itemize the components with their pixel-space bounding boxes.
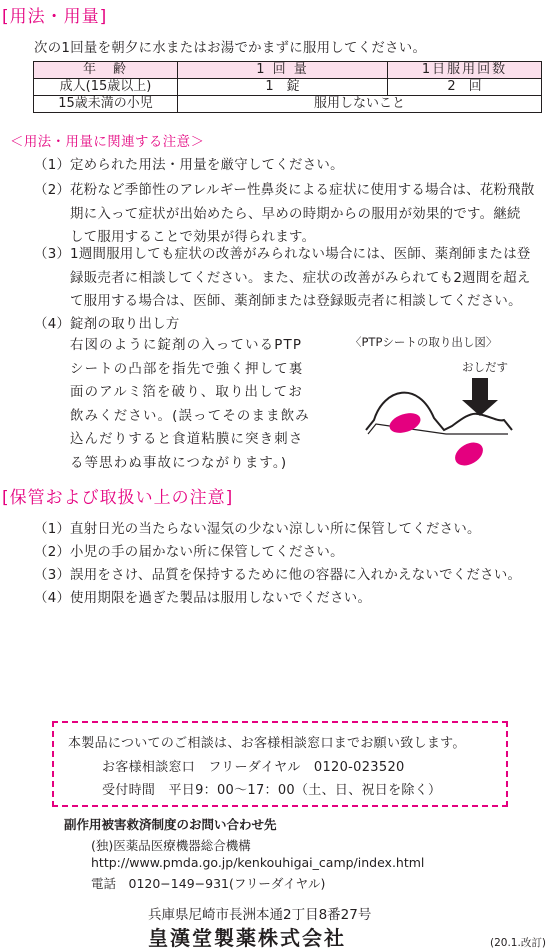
company-address: 兵庫県尼崎市長洲本通2丁目8番27号 — [148, 907, 372, 923]
instruction-line: シートの凸部を指先で強く押して裏 — [70, 361, 304, 377]
table-cell: 成人(15歳以上) — [34, 79, 178, 96]
list-item: （4）使用期限を過ぎた製品は服用しないでください。 — [34, 591, 372, 606]
storage-title: [保管および取扱い上の注意] — [2, 488, 234, 508]
table-header-dose: 1 回 量 — [178, 62, 388, 79]
instruction-line: 込んだりすると食道粘膜に突き刺さ — [70, 432, 304, 447]
relief-url: http://www.pmda.go.jp/kenkouhigai_camp/index.html — [91, 855, 425, 870]
table-header-age: 年 齢 — [34, 62, 178, 79]
item-text: て服用する場合は、医師、薬剤師または登録販売者に相談してください。 — [70, 294, 522, 309]
relief-title: 副作用被害救済制度のお問い合わせ先 — [64, 817, 277, 832]
table-header-times: 1日服用回数 — [388, 62, 542, 79]
revision-date: (20.1.改訂) — [490, 937, 546, 949]
figure-push-label: おしだす — [462, 360, 508, 374]
list-item: （3）誤用をさけ、品質を保持するために他の容器に入れかえないでください。 — [34, 568, 522, 583]
precaution-item-4 — [34, 313, 180, 332]
consult-line-3: 受付時間 平日9：00〜17：00（土、日、祝日を除く） — [102, 783, 442, 798]
instruction-line: 右図のように錠剤の入っているPTP — [70, 338, 303, 353]
item-number: （4） — [34, 317, 71, 332]
table-cell: 服用しないこと — [178, 96, 542, 113]
ptp-sheet-diagram — [360, 368, 530, 478]
item-text: 定められた用法・用量を厳守してください。 — [70, 158, 344, 173]
precaution-item-1 — [34, 154, 344, 173]
item-text: して服用することで効果が得られます。 — [70, 230, 316, 245]
list-item: （1）直射日光の当たらない湿気の少ない涼しい所に保管してください。 — [34, 522, 481, 537]
consult-line-1: 本製品についてのご相談は、お客様相談窓口までお願い致します。 — [68, 736, 466, 751]
precautions-title: ＜用法・用量に関連する注意＞ — [10, 135, 205, 150]
relief-org: (独)医薬品医療機器総合機構 — [91, 838, 251, 853]
tablet-in-sheet-icon — [387, 409, 423, 436]
instruction-line: 面のアルミ箔を破り、取り出してお — [70, 385, 303, 400]
table-row — [34, 79, 542, 96]
dosage-table — [33, 61, 542, 113]
item-text: 1週間服用しても症状の改善がみられない場合には、医師、薬剤師または登 — [70, 247, 531, 262]
item-number: （1） — [34, 158, 71, 173]
item-text: 花粉など季節性のアレルギー性鼻炎による症状に使用する場合は、花粉飛散 — [70, 183, 535, 198]
item-text: 録販売者に相談してください。また、症状の改善がみられても2週間を超え — [70, 270, 531, 286]
consult-line-2: お客様相談窓口 フリーダイヤル 0120-023520 — [102, 760, 405, 775]
removal-instructions — [70, 334, 310, 475]
table-cell: 1 錠 — [178, 79, 388, 96]
ptp-sheet-outline — [366, 393, 512, 430]
usage-intro: 次の1回量を朝夕に水またはお湯でかまずに服用してください。 — [34, 41, 427, 56]
table-row — [34, 96, 542, 113]
table-cell: 15歳未満の小児 — [34, 96, 178, 113]
push-arrow-icon — [462, 378, 498, 416]
tablet-removed-icon — [451, 438, 487, 470]
storage-list — [34, 518, 521, 610]
item-text: 期に入って症状が出始めたら、早めの時期からの服用が効果的です。継続 — [70, 206, 521, 222]
list-item: （2）小児の手の届かない所に保管してください。 — [34, 545, 344, 560]
figure-title: 〈PTPシートの取り出し図〉 — [350, 335, 498, 349]
relief-phone: 電話 0120−149−931(フリーダイヤル) — [91, 876, 326, 891]
precaution-item-2 — [34, 179, 535, 250]
instruction-line: る等思わぬ事故につながります。) — [70, 455, 288, 471]
usage-title: [用法・用量] — [2, 7, 108, 27]
precaution-item-3 — [34, 243, 531, 314]
table-header-row — [34, 62, 542, 79]
item-text: 錠剤の取り出し方 — [70, 317, 180, 332]
item-number: （3） — [34, 247, 71, 262]
item-number: （2） — [34, 183, 71, 198]
table-cell: 2 回 — [388, 79, 542, 96]
instruction-line: 飲みください。(誤ってそのまま飲み — [70, 408, 310, 424]
company-name: 皇漢堂製薬株式会社 — [148, 926, 346, 950]
